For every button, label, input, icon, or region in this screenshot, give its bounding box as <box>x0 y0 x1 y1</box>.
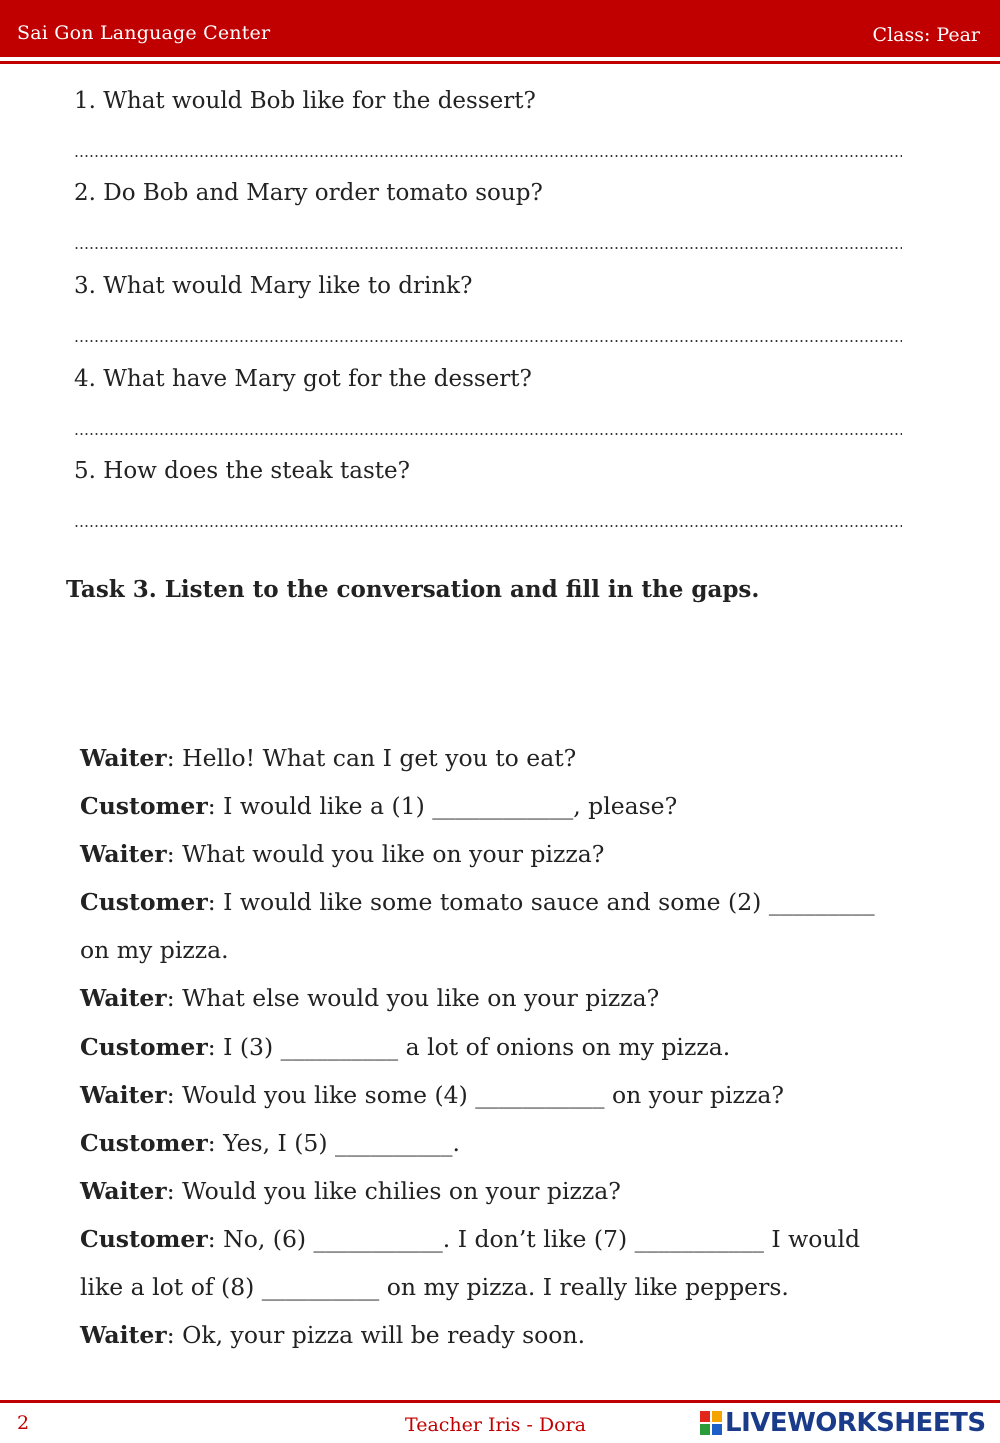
footer-divider <box>0 1400 1000 1403</box>
answer-line-3[interactable] <box>74 340 902 342</box>
dialogue-line-13 <box>80 1321 585 1349</box>
gap-sentence-8[interactable]: like a lot of (8) __________ on my pizza. I really like peppers. <box>80 1273 789 1301</box>
question-5: 5. How does the steak taste? <box>74 458 410 484</box>
answer-line-4[interactable] <box>74 433 902 435</box>
speaker-label: Customer <box>80 888 208 916</box>
speaker-label: Customer <box>80 1225 208 1253</box>
dialogue-line-11[interactable] <box>80 1225 860 1253</box>
school-name: Sai Gon Language Center <box>17 22 271 44</box>
dialogue-text: : Would you like chilies on your pizza? <box>166 1177 621 1205</box>
dialogue-line-12[interactable] <box>80 1273 789 1301</box>
gap-sentence-4[interactable]: : Would you like some (4) ___________ on your pizza? <box>166 1081 784 1109</box>
dialogue-line-1 <box>80 744 576 772</box>
question-4: 4. What have Mary got for the dessert? <box>74 366 532 392</box>
header-divider <box>0 61 1000 64</box>
gap-sentence-2[interactable]: : I would like some tomato sauce and some (2) _________ <box>207 888 875 916</box>
dialogue-line-6 <box>80 984 659 1012</box>
dialogue-line-7[interactable] <box>80 1033 730 1061</box>
gap-sentence-5[interactable]: : Yes, I (5) __________. <box>207 1129 460 1157</box>
question-3: 3. What would Mary like to drink? <box>74 273 473 299</box>
speaker-label: Waiter <box>80 744 167 772</box>
class-label: Class: Pear <box>872 24 980 46</box>
answer-line-5[interactable] <box>74 525 902 527</box>
dialogue-text: : Ok, your pizza will be ready soon. <box>166 1321 586 1349</box>
liveworksheets-logo[interactable] <box>699 1408 986 1438</box>
logo-text: LIVEWORKSHEETS <box>725 1408 986 1438</box>
dialogue-text: on my pizza. <box>80 936 229 964</box>
speaker-label: Customer <box>80 1033 208 1061</box>
dialogue-text: : What else would you like on your pizza? <box>166 984 660 1012</box>
teacher-credit: Teacher Iris - Dora <box>405 1414 587 1436</box>
dialogue-line-4[interactable] <box>80 888 875 916</box>
gap-sentence-3[interactable]: : I (3) __________ a lot of onions on my pizza. <box>207 1033 731 1061</box>
question-2: 2. Do Bob and Mary order tomato soup? <box>74 180 543 206</box>
speaker-label: Waiter <box>80 1081 167 1109</box>
task-3-title: Task 3. Listen to the conversation and fill in the gaps. <box>66 576 760 603</box>
dialogue-line-10 <box>80 1177 621 1205</box>
answer-line-2[interactable] <box>74 247 902 249</box>
speaker-label: Waiter <box>80 1177 167 1205</box>
gap-sentence-6-7[interactable]: : No, (6) ___________. I don’t like (7) ___________ I would <box>207 1225 861 1253</box>
gap-sentence-1[interactable]: : I would like a (1) ____________, please? <box>207 792 678 820</box>
speaker-label: Waiter <box>80 984 167 1012</box>
speaker-label: Customer <box>80 792 208 820</box>
dialogue-text: : Hello! What can I get you to eat? <box>166 744 577 772</box>
dialogue-text: : What would you like on your pizza? <box>166 840 605 868</box>
dialogue-line-5 <box>80 936 229 964</box>
page-number: 2 <box>17 1412 30 1434</box>
dialogue-line-9[interactable] <box>80 1129 460 1157</box>
speaker-label: Waiter <box>80 1321 167 1349</box>
dialogue-line-8[interactable] <box>80 1081 784 1109</box>
dialogue-line-3 <box>80 840 604 868</box>
dialogue-line-2[interactable] <box>80 792 677 820</box>
question-1: 1. What would Bob like for the dessert? <box>74 88 536 114</box>
blocks-icon <box>699 1410 723 1436</box>
speaker-label: Customer <box>80 1129 208 1157</box>
speaker-label: Waiter <box>80 840 167 868</box>
answer-line-1[interactable] <box>74 155 902 157</box>
